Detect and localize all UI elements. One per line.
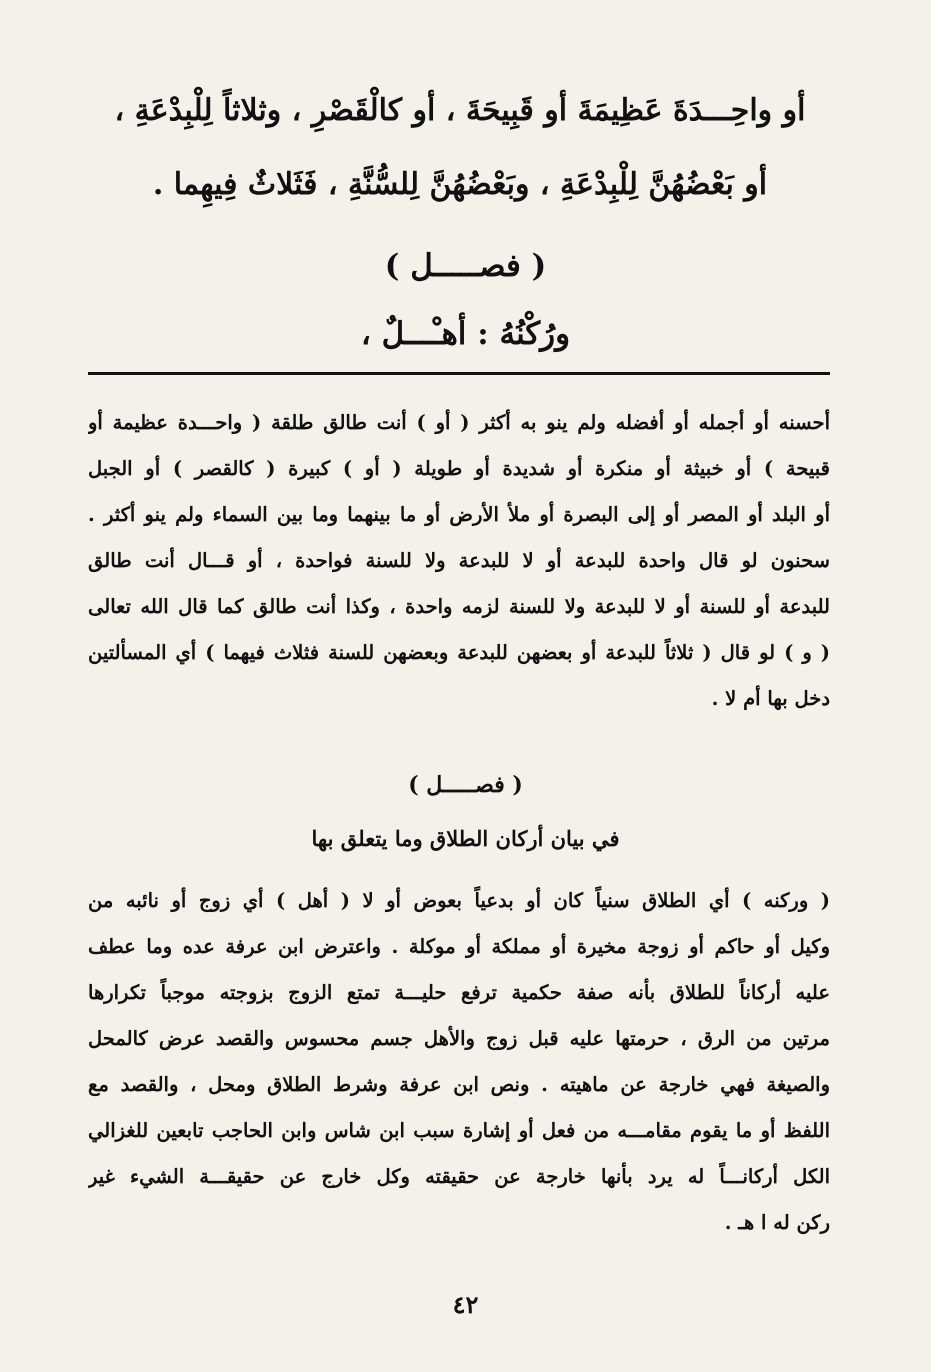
section-subtitle: في بيان أركان الطلاق وما يتعلق بها <box>311 826 620 851</box>
commentary-line: أو البلد أو المصر أو إلى البصرة أو ملأ الأرض أو ما بينهما وما بين السماء ولم ينو أكثر . <box>88 503 830 526</box>
commentary-block-2 <box>88 878 830 1246</box>
matn-rukn-line: ورُكْنُهُ : أهـْـــلٌ ، <box>360 316 571 352</box>
page-number: ٤٢ <box>452 1290 479 1319</box>
commentary-line: أحسنه أو أجمله أو أفضله ولم ينو به أكثر ( أو ) أنت طالق طلقة ( واحـــدة عظيمة أو <box>88 411 830 434</box>
commentary-line: اللفظ أو ما يقوم مقامـــه من فعل أو إشارة سبب ابن شاس وابن الحاجب تابعين للغزالي <box>88 1119 830 1142</box>
matn-line: أو بَعْضُهُنَّ لِلْبِدْعَةِ ، وبَعْضُهُنَّ لِلسُّنَّةِ ، فَثَلاثٌ فِيهِما . <box>152 167 768 202</box>
section-heading-fasl-commentary: ( فصـــــل ) <box>408 772 523 798</box>
commentary-line: ( و ) لو قال ( ثلاثاً للبدعة أو بعضهن للبدعة وبعضهن للسنة فثلاث فيهما ) أي المسألتين <box>88 641 830 664</box>
commentary-line: ( وركنه ) أي الطلاق سنياً كان أو بدعياً بعوض أو لا ( أهل ) أي زوج أو نائبه من <box>88 889 830 912</box>
matn-text <box>80 92 840 240</box>
matn-line: أو واحِـــدَةَ عَظِيمَةَ أو قَبِيحَةَ ، أو كالْقَصْرِ ، وثلاثاً لِلْبِدْعَةِ ، <box>114 93 806 128</box>
commentary-block-1 <box>88 400 830 722</box>
commentary-line: دخل بها أم لا . <box>711 687 830 710</box>
commentary-line: قبيحة ) أو خبيثة أو منكرة أو شديدة أو طويلة ( أو ) كبيرة ( كالقصر ) أو الجبل <box>88 457 830 480</box>
commentary-line: والصيغة فهي خارجة عن ماهيته . ونص ابن عرفة وشرط الطلاق ومحل ، والقصد مع <box>88 1073 830 1096</box>
commentary-line: سحنون لو قال واحدة للبدعة أو لا للبدعة ولا للسنة فواحدة ، أو قـــال أنت طالق <box>88 549 830 572</box>
divider-line <box>88 372 830 375</box>
commentary-line: ركن له ا هـ . <box>724 1211 830 1234</box>
commentary-line: للبدعة أو للسنة أو لا للبدعة ولا للسنة لزمه واحدة ، وكذا أنت طالق كما قال الله تعالى <box>88 595 830 618</box>
commentary-line: عليه أركاناً للطلاق بأنه صفة حكمية ترفع حليـــة تمتع الزوج بزوجته موجباً تكرارها <box>88 981 830 1004</box>
section-heading-fasl: ( فصـــــل ) <box>384 248 547 284</box>
commentary-line: وكيل أو حاكم أو زوجة مخيرة أو مملكة أو موكلة . واعترض ابن عرفة عده وما عطف <box>88 935 830 958</box>
commentary-line: مرتين من الرق ، حرمتها عليه قبل زوج والأهل جسم محسوس والقصد عرض كالمحل <box>88 1027 830 1050</box>
commentary-line: الكل أركانـــاً له يرد بأنها خارجة عن حقيقته وكل خارج عن حقيقـــة الشيء غير <box>88 1165 830 1188</box>
